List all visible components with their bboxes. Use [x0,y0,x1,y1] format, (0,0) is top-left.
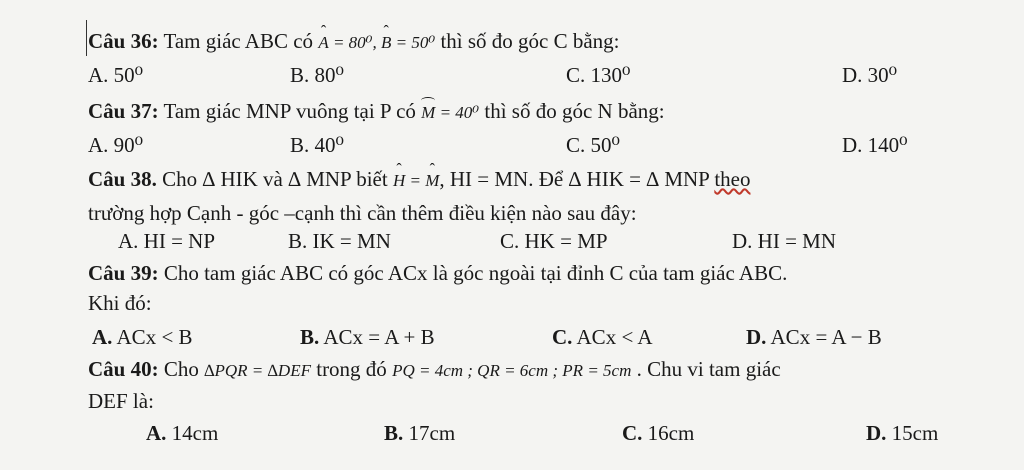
question-label: Câu 36: [88,29,159,53]
option-c: C. ACx < A [552,325,653,349]
option-b: B. 80⁰ [290,63,344,87]
question-text: , HI = MN. Để ∆ HIK = ∆ MNP [439,167,715,191]
question-label: Câu 40: [88,357,159,381]
math-expression: ˆ H = ˆ M [393,171,439,190]
question-label: Câu 39: [88,261,159,285]
question-text: trong đó [310,357,393,381]
question-39-line2: Khi đó: [88,291,152,315]
question-40 [88,356,781,384]
option-d: D. 15cm [866,421,939,445]
option-c: C. 16cm [622,421,695,445]
question-text: Cho ∆ HIK và ∆ MNP biết [156,167,393,191]
math-expression: ˆ A = 80⁰, ˆ B = 50⁰ [318,33,435,52]
option-a: A. ACx < B [92,325,193,349]
math-expression: ∆PQR = ∆DEF [204,361,311,380]
option-a: A. 50⁰ [88,63,144,87]
option-b: B. IK = MN [288,229,391,253]
question-38-line2: trường hợp Cạnh - góc –cạnh thì cần thêm điều kiện nào sau đây: [88,201,637,225]
question-text: thì số đo góc C bằng: [435,29,620,53]
option-d: D. HI = MN [732,229,837,253]
question-text: Tam giác ABC có [158,29,319,53]
question-36 [88,28,620,56]
option-c: C. 130⁰ [566,63,631,87]
question-text: Cho [158,357,205,381]
question-text: theo [714,167,751,191]
question-38 [88,166,750,194]
option-c: C. 50⁰ [566,133,620,157]
question-label: Câu 37: [88,99,159,123]
math-expression: M = 40⁰ [421,103,479,122]
question-text: Cho tam giác ABC có góc ACx là góc ngoài tại đỉnh C của tam giác ABC. [158,261,788,285]
option-a: A. 90⁰ [88,133,144,157]
option-b: B. 40⁰ [290,133,344,157]
option-d: D. 30⁰ [842,63,898,87]
option-d: D. 140⁰ [842,133,908,157]
page-border [86,20,87,56]
option-d: D. ACx = A − B [746,325,882,349]
option-b: B. 17cm [384,421,456,445]
option-a: A. HI = NP [118,229,216,253]
question-label: Câu 38. [88,167,157,191]
question-text: . Chu vi tam giác [631,357,781,381]
question-39 [88,260,787,286]
question-text: thì số đo góc N bằng: [479,99,665,123]
option-c: C. HK = MP [500,229,608,253]
question-40-line2: DEF là: [88,389,154,413]
option-b: B. ACx = A + B [300,325,435,349]
question-37 [88,98,665,126]
math-expression: PQ = 4cm ; QR = 6cm ; PR = 5cm [392,361,632,380]
option-a: A. 14cm [146,421,219,445]
question-text: Tam giác MNP vuông tại P có [158,99,422,123]
